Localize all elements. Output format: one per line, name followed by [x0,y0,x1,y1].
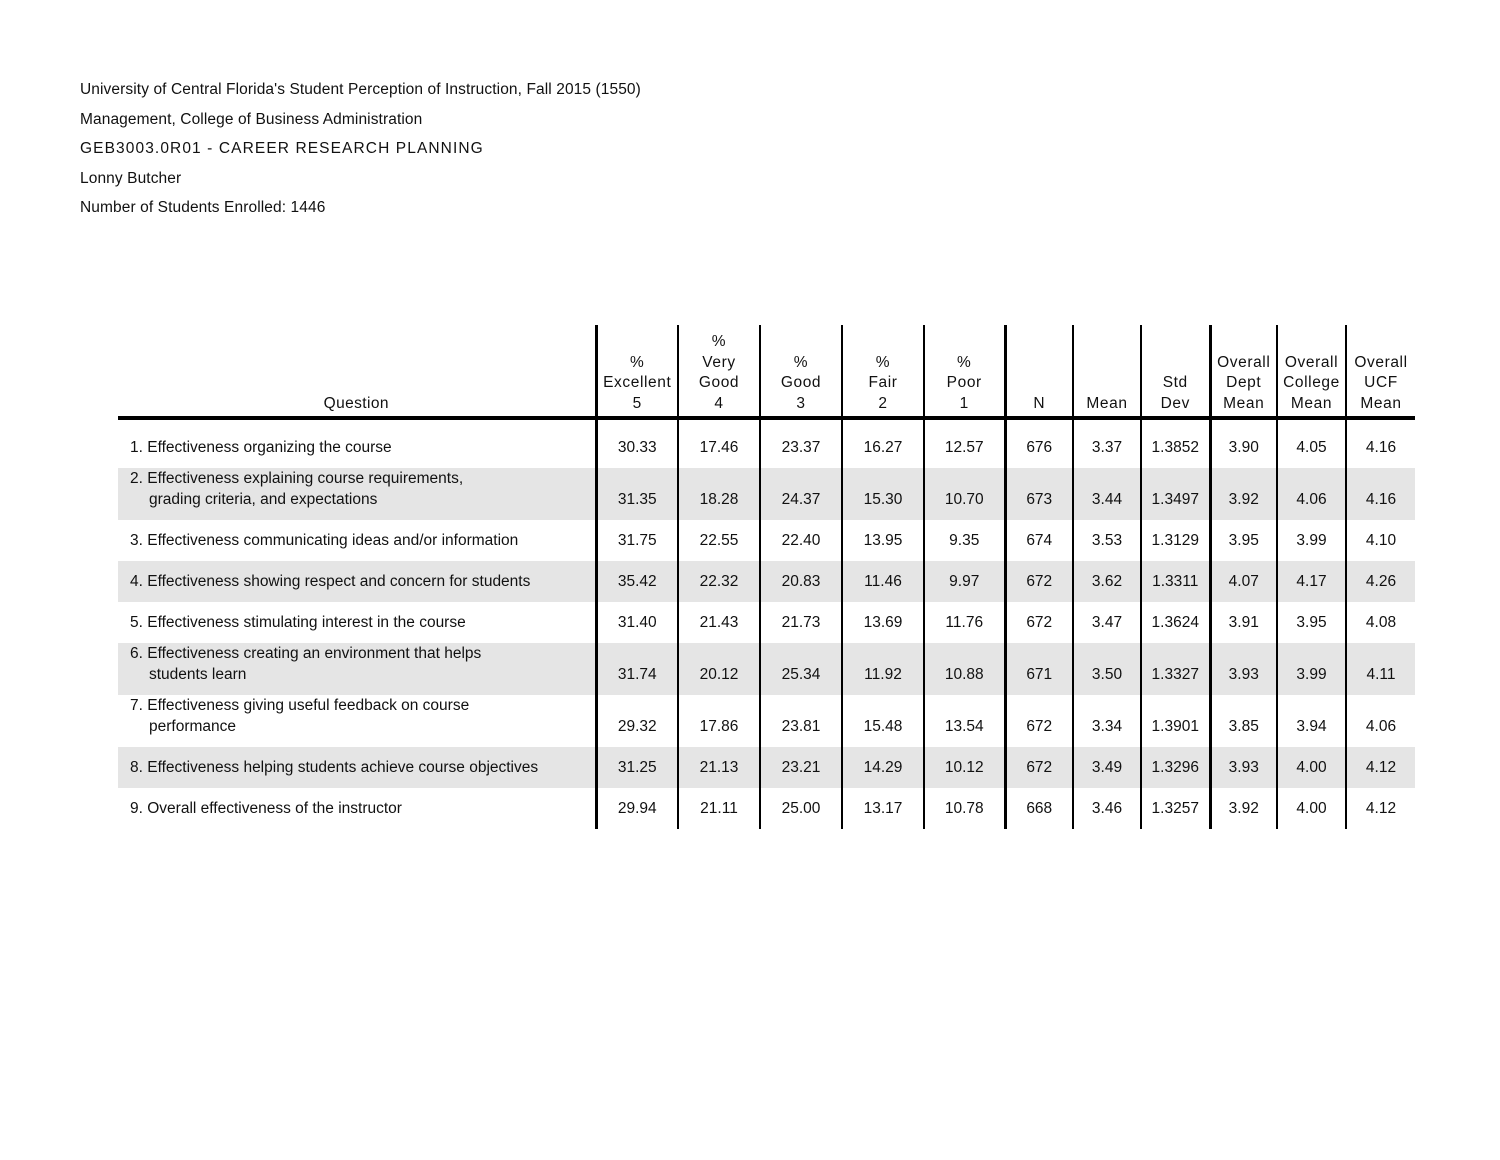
question-cell [118,418,596,468]
table-row [118,695,1415,747]
question-cell [118,520,596,561]
column-header-line: % [711,333,727,350]
cell-pct-fair: 15.30 [842,468,924,520]
table-row [118,561,1415,602]
instructor-name: Lonny Butcher [80,170,182,187]
cell-ucf-mean: 4.06 [1346,695,1415,747]
cell-pct-good: 23.37 [760,418,842,468]
question-cell [118,695,596,747]
cell-pct-very-good: 21.43 [678,602,760,643]
table-row [118,747,1415,788]
cell-ucf-mean: 4.26 [1346,561,1415,602]
cell-n: 672 [1005,695,1073,747]
question-text-continued: grading criteria, and expectations [149,491,378,508]
table-row [118,602,1415,643]
cell-ucf-mean: 4.10 [1346,520,1415,561]
table-header-row [118,325,1415,418]
cell-pct-excellent: 29.94 [596,788,678,829]
question-text: 3. Effectiveness communicating ideas and/or information [130,532,519,549]
column-header-ucf-mean [1346,325,1415,418]
cell-std-dev: 1.3901 [1141,695,1210,747]
column-header-line: Std [1162,374,1188,391]
column-header-std-dev [1141,325,1210,418]
column-header-line: Poor [946,374,982,391]
cell-n: 672 [1005,561,1073,602]
column-header-line: 1 [959,394,969,412]
column-header-line: Overall [1284,353,1339,371]
cell-pct-good: 25.34 [760,643,842,695]
column-header-line: % [957,353,972,371]
cell-pct-good: 23.81 [760,695,842,747]
question-text: 7. Effectiveness giving useful feedback on course [130,697,470,714]
cell-pct-poor: 9.35 [924,520,1005,561]
question-text: 5. Effectiveness stimulating interest in the course [130,614,466,631]
column-header-pct-good [760,325,842,418]
cell-college-mean: 3.99 [1277,643,1346,695]
question-cell [118,788,596,829]
column-header-line: Dept [1226,374,1262,391]
cell-college-mean: 4.00 [1277,788,1346,829]
column-header-line: % [875,353,891,371]
cell-college-mean: 3.94 [1277,695,1346,747]
cell-pct-excellent: 31.40 [596,602,678,643]
cell-pct-poor: 10.88 [924,643,1005,695]
cell-std-dev: 1.3852 [1141,418,1210,468]
cell-dept-mean: 3.93 [1210,643,1277,695]
cell-pct-good: 25.00 [760,788,842,829]
column-header-line: % [630,353,645,371]
column-header-line: Excellent [603,374,672,391]
course-line: GEB3003.0R01 - CAREER RESEARCH PLANNING [80,140,484,157]
question-text: 4. Effectiveness showing respect and concern for students [130,573,531,590]
cell-pct-very-good: 22.55 [678,520,760,561]
cell-pct-poor: 9.97 [924,561,1005,602]
cell-dept-mean: 3.93 [1210,747,1277,788]
cell-pct-poor: 11.76 [924,602,1005,643]
column-header-line: Good [780,374,822,391]
cell-n: 673 [1005,468,1073,520]
cell-mean: 3.44 [1073,468,1141,520]
column-header-line: Question [323,394,389,412]
cell-pct-good: 22.40 [760,520,842,561]
report-title: University of Central Florida's Student Perception of Instruction, Fall 2015 (1550) [80,81,641,98]
cell-mean: 3.47 [1073,602,1141,643]
results-table [118,325,1415,829]
cell-mean: 3.46 [1073,788,1141,829]
question-text-continued: performance [149,718,237,735]
column-header-question [118,325,596,418]
cell-ucf-mean: 4.16 [1346,418,1415,468]
column-header-line: UCF [1364,374,1398,391]
column-header-line: Overall [1217,353,1271,371]
column-header-line: Overall [1354,353,1408,371]
cell-pct-fair: 11.46 [842,561,924,602]
cell-ucf-mean: 4.12 [1346,747,1415,788]
cell-pct-excellent: 31.35 [596,468,678,520]
cell-dept-mean: 3.95 [1210,520,1277,561]
column-header-line: 3 [796,394,806,412]
cell-pct-fair: 13.69 [842,602,924,643]
question-cell [118,561,596,602]
cell-college-mean: 4.05 [1277,418,1346,468]
question-cell [118,643,596,695]
cell-std-dev: 1.3327 [1141,643,1210,695]
cell-pct-poor: 13.54 [924,695,1005,747]
cell-pct-excellent: 31.74 [596,643,678,695]
column-header-line: Mean [1223,394,1265,412]
cell-pct-fair: 13.17 [842,788,924,829]
cell-n: 672 [1005,602,1073,643]
department-line: Management, College of Business Administration [80,111,423,128]
cell-pct-poor: 10.12 [924,747,1005,788]
cell-dept-mean: 4.07 [1210,561,1277,602]
question-cell [118,602,596,643]
question-cell [118,468,596,520]
cell-std-dev: 1.3129 [1141,520,1210,561]
column-header-line: College [1283,374,1340,391]
cell-ucf-mean: 4.08 [1346,602,1415,643]
question-text: 2. Effectiveness explaining course requirements, [130,470,464,487]
cell-std-dev: 1.3257 [1141,788,1210,829]
column-header-pct-fair [842,325,924,418]
cell-pct-poor: 10.78 [924,788,1005,829]
cell-college-mean: 3.95 [1277,602,1346,643]
question-text: 6. Effectiveness creating an environment that helps [130,645,482,662]
cell-pct-excellent: 29.32 [596,695,678,747]
column-header-mean [1073,325,1141,418]
cell-mean: 3.34 [1073,695,1141,747]
column-header-line: Very [702,353,736,371]
cell-pct-good: 21.73 [760,602,842,643]
cell-ucf-mean: 4.16 [1346,468,1415,520]
column-header-line: 4 [714,394,724,412]
cell-n: 676 [1005,418,1073,468]
column-header-line: 2 [878,394,888,412]
cell-dept-mean: 3.85 [1210,695,1277,747]
cell-std-dev: 1.3311 [1141,561,1210,602]
cell-pct-fair: 13.95 [842,520,924,561]
cell-college-mean: 4.06 [1277,468,1346,520]
cell-college-mean: 4.17 [1277,561,1346,602]
cell-pct-very-good: 22.32 [678,561,760,602]
cell-pct-very-good: 21.11 [678,788,760,829]
table-body [118,418,1415,829]
cell-pct-poor: 10.70 [924,468,1005,520]
column-header-pct-very-good [678,325,760,418]
cell-pct-very-good: 17.86 [678,695,760,747]
cell-std-dev: 1.3497 [1141,468,1210,520]
column-header-pct-poor [924,325,1005,418]
cell-ucf-mean: 4.11 [1346,643,1415,695]
question-text-continued: students learn [149,666,247,683]
cell-pct-very-good: 20.12 [678,643,760,695]
cell-n: 674 [1005,520,1073,561]
cell-pct-fair: 16.27 [842,418,924,468]
cell-pct-excellent: 31.25 [596,747,678,788]
cell-pct-good: 24.37 [760,468,842,520]
cell-dept-mean: 3.92 [1210,788,1277,829]
cell-college-mean: 4.00 [1277,747,1346,788]
column-header-line: Mean [1290,394,1333,412]
question-text: 8. Effectiveness helping students achieve course objectives [130,759,539,776]
cell-pct-fair: 14.29 [842,747,924,788]
cell-pct-excellent: 35.42 [596,561,678,602]
cell-college-mean: 3.99 [1277,520,1346,561]
column-header-line: Mean [1086,394,1128,412]
column-header-line: 5 [632,394,642,412]
column-header-college-mean [1277,325,1346,418]
cell-pct-poor: 12.57 [924,418,1005,468]
column-header-line: % [793,353,809,371]
cell-pct-fair: 15.48 [842,695,924,747]
question-text: 9. Overall effectiveness of the instructor [130,800,402,817]
cell-ucf-mean: 4.12 [1346,788,1415,829]
table-row [118,643,1415,695]
cell-mean: 3.53 [1073,520,1141,561]
cell-pct-fair: 11.92 [842,643,924,695]
cell-n: 672 [1005,747,1073,788]
table-row [118,788,1415,829]
cell-mean: 3.50 [1073,643,1141,695]
cell-pct-excellent: 31.75 [596,520,678,561]
cell-pct-very-good: 17.46 [678,418,760,468]
cell-dept-mean: 3.91 [1210,602,1277,643]
cell-pct-very-good: 18.28 [678,468,760,520]
cell-pct-very-good: 21.13 [678,747,760,788]
cell-dept-mean: 3.92 [1210,468,1277,520]
cell-dept-mean: 3.90 [1210,418,1277,468]
cell-pct-good: 20.83 [760,561,842,602]
cell-mean: 3.37 [1073,418,1141,468]
cell-std-dev: 1.3624 [1141,602,1210,643]
table-row [118,520,1415,561]
cell-std-dev: 1.3296 [1141,747,1210,788]
table-row [118,468,1415,520]
column-header-n [1005,325,1073,418]
question-text: 1. Effectiveness organizing the course [130,439,392,456]
column-header-line: Good [698,374,740,391]
question-cell [118,747,596,788]
column-header-line: Mean [1360,394,1402,412]
column-header-line: N [1033,394,1046,412]
column-header-dept-mean [1210,325,1277,418]
cell-pct-excellent: 30.33 [596,418,678,468]
column-header-pct-excellent [596,325,678,418]
cell-mean: 3.49 [1073,747,1141,788]
cell-mean: 3.62 [1073,561,1141,602]
column-header-line: Dev [1160,394,1190,412]
cell-n: 671 [1005,643,1073,695]
cell-n: 668 [1005,788,1073,829]
cell-pct-good: 23.21 [760,747,842,788]
table-row [118,418,1415,468]
column-header-line: Fair [868,374,898,391]
enrollment-count: Number of Students Enrolled: 1446 [80,199,326,216]
